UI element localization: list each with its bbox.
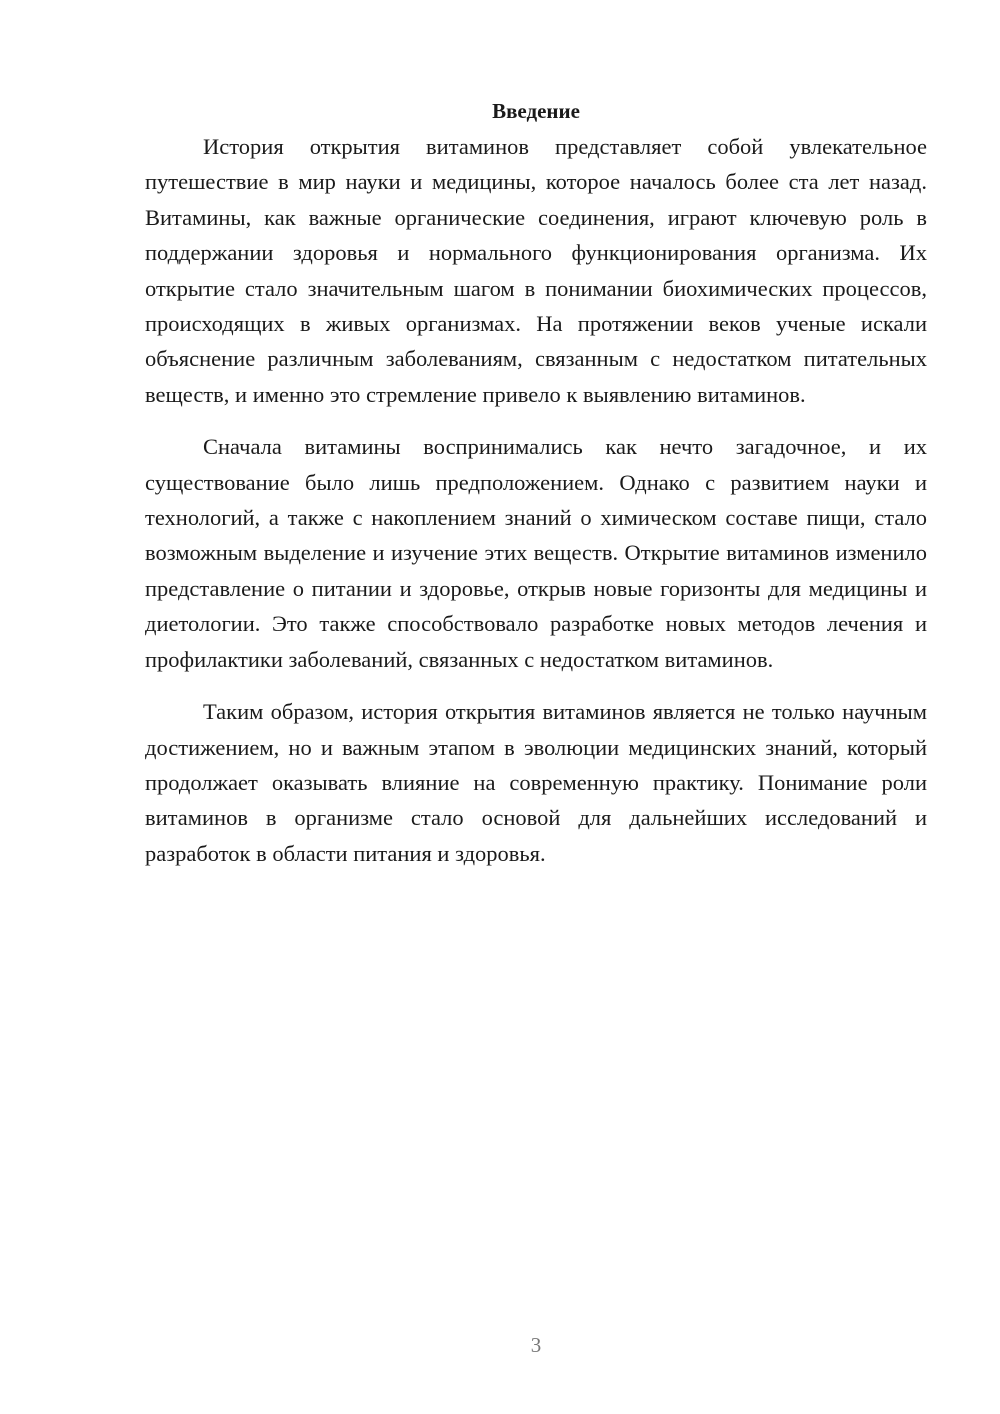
page-content: [145, 96, 927, 888]
paragraph-1: История открытия витаминов представляет собой увлекательное путешествие в мир науки и медицины, которое началось более ста лет назад. Витамины, как важные органические соединения, играют ключевую роль в поддержании здоровья и нормального функционирования организма. Их открытие стало значительным шагом в понимании биохимических процессов, происходящих в живых организмах. На протяжении веков ученые искали объяснение различным заболеваниям, связанным с недостатком питательных веществ, и именно это стремление привело к выявлению витаминов.: [145, 134, 927, 407]
section-title: Введение: [492, 99, 580, 123]
paragraph-3: Таким образом, история открытия витаминов является не только научным достижением, но и важным этапом в эволюции медицинских знаний, который продолжает оказывать влияние на современную практику. Понимание роли витаминов в организме стало основой для дальнейших исследований и разработок в области питания и здоровья.: [145, 699, 927, 866]
paragraph-2: Сначала витамины воспринимались как нечто загадочное, и их существование было лишь предположением. Однако с развитием науки и технологий, а также с накоплением знаний о химическом составе пищи, стало возможным выделение и изучение этих веществ. Открытие витаминов изменило представление о питании и здоровье, открыв новые горизонты для медицины и диетологии. Это также способствовало разработке новых методов лечения и профилактики заболеваний, связанных с недостатком витаминов.: [145, 434, 927, 672]
page-number: 3: [530, 1333, 542, 1357]
